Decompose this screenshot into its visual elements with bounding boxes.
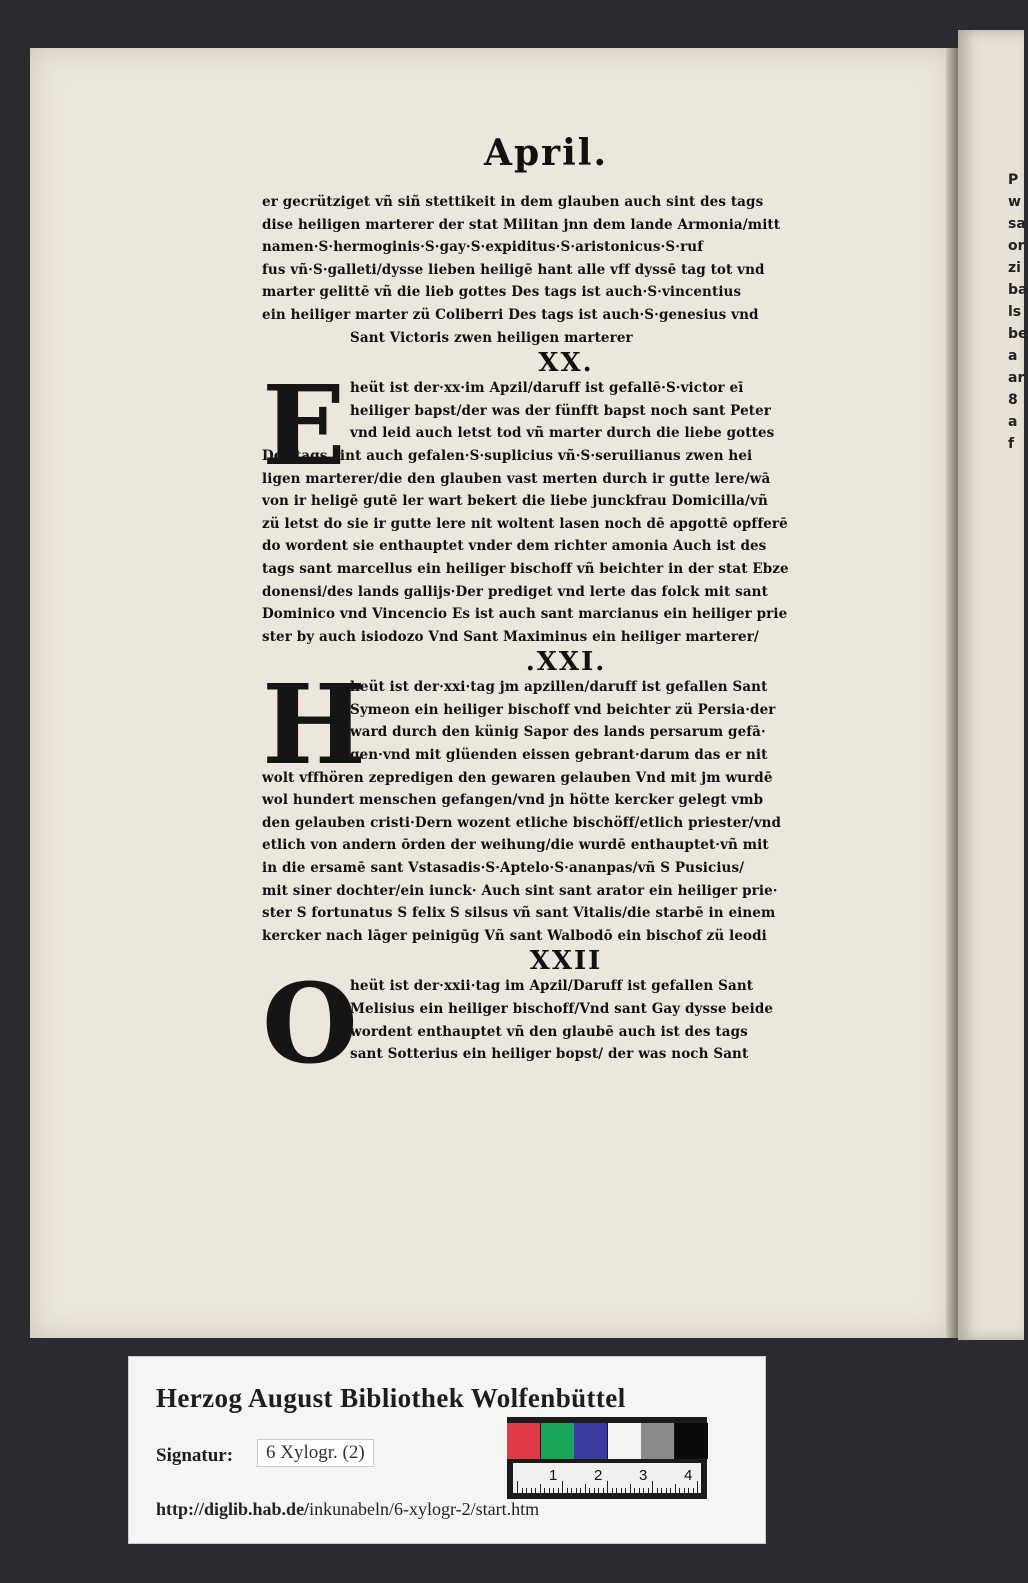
- color-swatch: [608, 1423, 641, 1459]
- text-line: von ir heligē gutē ler wart bekert die liebe junckfrau Domicilla/vñ: [262, 493, 768, 510]
- ruler-tick: [553, 1488, 554, 1493]
- color-swatch: [675, 1423, 708, 1459]
- text-line: tags sant marcellus ein heiliger bischoff vñ beichter in der stat Ebze: [262, 560, 789, 577]
- ruler-tick: [688, 1488, 689, 1493]
- ruler-tick: [580, 1488, 581, 1493]
- text-line: den gelauben cristi·Dern wozent etliche bischöff/etlich priester/vnd: [262, 814, 782, 831]
- text-line: Melisius ein heiliger bischoff/Vnd sant Gay dysse beide: [350, 1001, 774, 1017]
- next-page-letter: a: [1008, 414, 1018, 430]
- decorated-initial: E: [262, 361, 346, 491]
- ruler-tick: [679, 1488, 680, 1493]
- text-line: Dominico vnd Vincencio Es ist auch sant marcianus ein heiliger prie: [262, 606, 788, 623]
- text-line: sant Sotterius ein heiliger bopst/ der was noch Sant: [350, 1046, 749, 1063]
- next-page-letter: or: [1008, 238, 1025, 254]
- ruler-number: 1: [549, 1467, 558, 1484]
- ruler-number: 4: [684, 1467, 693, 1484]
- ruler-tick: [652, 1481, 653, 1493]
- text-line: vnd leid auch letst tod vñ marter durch die liebe gottes: [350, 425, 775, 442]
- next-page-letter: P: [1008, 172, 1019, 188]
- ruler-tick: [576, 1488, 577, 1493]
- next-page-letter: zi: [1008, 260, 1021, 276]
- ruler-tick: [634, 1488, 635, 1493]
- ruler-tick: [594, 1488, 595, 1493]
- day-section: [262, 648, 830, 947]
- day-section: [262, 349, 830, 648]
- next-page-letter: a: [1008, 348, 1018, 364]
- ruler-tick: [675, 1484, 676, 1493]
- ruler-tick: [544, 1488, 545, 1493]
- ruler-tick: [661, 1488, 662, 1493]
- text-line: ster S fortunatus S felix S silsus vñ sant Vitalis/die starbē in einem: [262, 905, 776, 922]
- ruler-tick: [612, 1488, 613, 1493]
- next-page-letter: ba: [1008, 282, 1028, 298]
- text-line: ligen marterer/die den glauben vast merten durch ir gutte lere/wā: [262, 470, 771, 487]
- ruler-tick: [531, 1488, 532, 1493]
- signature-label: Signatur:: [156, 1445, 234, 1466]
- url-path[interactable]: inkunabeln/6-xylogr-2/start.htm: [309, 1499, 540, 1519]
- text-line: namen·S·hermoginis·S·gay·S·expiditus·S·aristonicus·S·ruf: [262, 239, 704, 256]
- ruler-tick: [666, 1488, 667, 1493]
- signature-value: 6 Xylogr. (2): [257, 1439, 374, 1467]
- text-line: Des tags sint auch gefalen·S·suplicius vñ·S·seruilianus zwen hei: [262, 447, 753, 464]
- ruler-tick: [625, 1488, 626, 1493]
- ruler-tick: [607, 1481, 608, 1493]
- text-line: donensi/des lands gallijs·Der prediget vnd lerte das folck mit sant: [262, 583, 768, 600]
- ruler-tick: [522, 1488, 523, 1493]
- text-line: heüt ist der·xxi·tag jm apzillen/daruff ist gefallen Sant: [350, 679, 768, 696]
- ruler-number: 2: [594, 1467, 603, 1484]
- text-line: Symeon ein heiliger bischoff vnd beichter zü Persia·der: [350, 701, 776, 718]
- ruler-tick: [657, 1488, 658, 1493]
- ruler-tick: [603, 1488, 604, 1493]
- text-line: er gecrütziget vñ siñ stettikeit in dem glauben auch sint des tags: [262, 194, 764, 210]
- color-calibration-bar: [507, 1417, 707, 1499]
- text-line: do wordent sie enthauptet vnder dem richter amonia Auch ist des: [262, 538, 767, 555]
- text-line: wolt vffhören zepredigen den gewaren gelauben Vnd mit jm wurdē: [262, 769, 773, 786]
- color-swatch: [574, 1423, 607, 1459]
- library-name: Herzog August Bibliothek Wolfenbüttel: [156, 1383, 626, 1413]
- day-numeral: XX.: [538, 348, 594, 379]
- ruler-number: 3: [639, 1467, 648, 1484]
- ruler-tick: [693, 1488, 694, 1493]
- text-line: zü letst do sie ir gutte lere nit woltent lasen noch dē apgottē opfferē: [262, 515, 788, 532]
- ruler-tick: [648, 1488, 649, 1493]
- text-line: mit siner dochter/ein iunck· Auch sint sant arator ein heiliger prie·: [262, 882, 778, 899]
- ruler-tick: [567, 1488, 568, 1493]
- text-line: marter gelittē vñ die lieb gottes Des tags ist auch·S·vincentius: [262, 284, 742, 301]
- text-line: ein heiliger marter zü Coliberri Des tags ist auch·S·genesius vnd: [262, 306, 759, 323]
- url-domain[interactable]: http://diglib.hab.de/: [156, 1499, 310, 1519]
- ruler-tick: [517, 1481, 518, 1493]
- ruler-tick: [630, 1484, 631, 1493]
- text-line: ward durch den künig Sapor des lands persarum gefā·: [350, 724, 766, 741]
- ruler-tick: [549, 1488, 550, 1493]
- ruler-tick: [670, 1488, 671, 1493]
- ruler-tick: [535, 1488, 536, 1493]
- ruler-tick: [697, 1481, 698, 1493]
- text-line: kercker nach lāger peinigūg Vñ sant Walbodō ein bischof zü leodi: [262, 927, 767, 944]
- text-line: wordent enthauptet vñ den glaubē auch ist des tags: [350, 1023, 748, 1040]
- ruler-tick: [589, 1488, 590, 1493]
- library-label: [128, 1356, 766, 1544]
- section-body: [262, 959, 830, 1089]
- text-line: fus vñ·S·galleti/dysse lieben heiligē hant alle vff dyssē tag tot vnd: [262, 261, 765, 278]
- text-line: heüt ist der·xxii·tag im Apzil/Daruff ist gefallen Sant: [350, 978, 754, 995]
- text-line: etlich von andern ōrden der weihung/die wurdē enthauptet·vñ mit: [262, 837, 769, 854]
- page-text: [262, 125, 830, 1089]
- next-page-letter: f: [1008, 436, 1015, 452]
- text-line: ster by auch isiodozo Vnd Sant Maximinus ein heiliger marterer/: [262, 628, 759, 645]
- next-page-letter: sa: [1008, 216, 1026, 232]
- section-body: [262, 361, 830, 648]
- ruler-tick: [598, 1488, 599, 1493]
- text-line: heüt ist der·xx·im Apzil/daruff ist gefallē·S·victor eī: [350, 380, 744, 397]
- ruler-tick: [540, 1484, 541, 1493]
- text-line: in die ersamē sant Vstasadis·S·Aptelo·S·ananpas/vñ S Pusicius/: [262, 860, 745, 877]
- ruler-tick: [558, 1488, 559, 1493]
- scale-ruler: [513, 1463, 701, 1493]
- day-numeral: XXII: [529, 946, 603, 977]
- day-numeral: .XXI.: [525, 647, 607, 678]
- next-page-letter: ar: [1008, 370, 1025, 386]
- text-line: dise heiligen marterer der stat Militan jnn dem lande Armonia/mitt: [262, 216, 781, 233]
- decorated-initial: O: [262, 959, 358, 1089]
- decorated-initial: H: [262, 660, 366, 790]
- source-url[interactable]: [156, 1499, 539, 1520]
- section-body: [262, 660, 830, 947]
- day-section: [262, 946, 830, 1089]
- next-page-letter: be: [1008, 326, 1028, 342]
- ruler-tick: [643, 1488, 644, 1493]
- next-page-letter: w: [1008, 194, 1021, 210]
- ruler-tick: [585, 1484, 586, 1493]
- text-line: gen·vnd mit glüenden eissen gebrant·darum das er nit: [350, 747, 768, 764]
- text-line: heiliger bapst/der was der fünfft bapst noch sant Peter: [350, 402, 771, 419]
- ruler-tick: [616, 1488, 617, 1493]
- ruler-tick: [639, 1488, 640, 1493]
- intro-paragraph: [262, 191, 830, 349]
- next-page-letter: ls: [1008, 304, 1022, 320]
- sections: [262, 348, 830, 1089]
- color-swatch: [641, 1423, 674, 1459]
- text-line: wol hundert menschen gefangen/vnd jn hötte kercker gelegt vmb: [262, 792, 764, 809]
- page-heading: April.: [484, 132, 608, 174]
- next-page-letter: 8: [1008, 392, 1018, 408]
- text-line: Sant Victoris zwen heiligen marterer: [350, 329, 633, 346]
- color-swatch: [541, 1423, 574, 1459]
- color-swatch: [507, 1423, 540, 1459]
- ruler-tick: [562, 1481, 563, 1493]
- ruler-tick: [684, 1488, 685, 1493]
- ruler-tick: [621, 1488, 622, 1493]
- ruler-tick: [571, 1488, 572, 1493]
- ruler-tick: [526, 1488, 527, 1493]
